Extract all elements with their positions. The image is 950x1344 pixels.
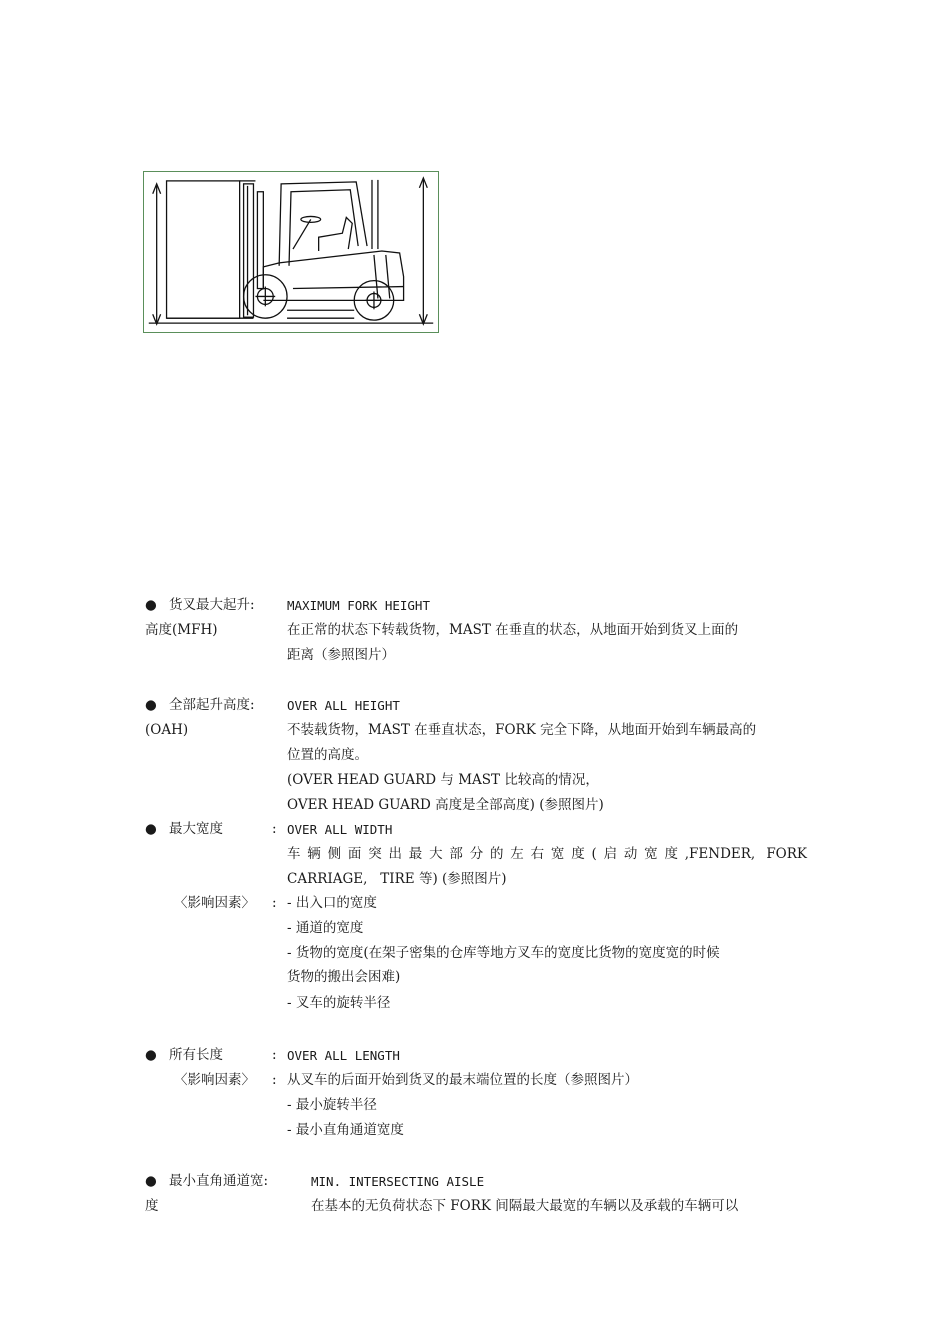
colon: : xyxy=(272,1072,277,1088)
factor-item: - 叉车的旋转半径 xyxy=(287,995,391,1011)
term-mfh-abbr: 高度(MFH) xyxy=(145,622,218,638)
term-oaw: 最大宽度 xyxy=(169,821,223,837)
desc-oaw-1: 车辆侧面突出最大部分的左右宽度(启动宽度,FENDER, FORK xyxy=(287,846,807,862)
term-oal: 所有长度 xyxy=(169,1047,223,1063)
factor-item: - 货物的宽度(在架子密集的仓库等地方叉车的宽度比货物的宽度宽的时候 xyxy=(287,945,720,961)
factor-label: 〈影响因素〉 xyxy=(174,1072,255,1088)
bullet: ● xyxy=(145,1173,157,1189)
forklift-icon xyxy=(144,172,438,332)
desc-oah-2: 位置的高度。 xyxy=(287,747,368,763)
desc-oaw-2: CARRIAGE, TIRE 等) (参照图片) xyxy=(287,871,507,887)
term-oaw-en: OVER ALL WIDTH xyxy=(287,822,393,837)
forklift-diagram xyxy=(143,171,439,333)
colon: : xyxy=(272,821,277,837)
desc-mfh-1: 在正常的状态下转载货物，MAST 在垂直的状态，从地面开始到货叉上面的 xyxy=(287,622,739,638)
factor-item: - 最小旋转半径 xyxy=(287,1097,377,1113)
term-mia-abbr: 度 xyxy=(145,1198,159,1214)
colon: : xyxy=(272,895,277,911)
desc-oah-4: OVER HEAD GUARD 高度是全部高度) (参照图片) xyxy=(287,797,604,813)
term-oah: 全部起升高度: xyxy=(169,697,255,713)
desc-mfh-2: 距离（参照图片） xyxy=(287,647,395,663)
factor-item: - 出入口的宽度 xyxy=(287,895,377,911)
term-mia: 最小直角通道宽: xyxy=(169,1173,269,1189)
factor-item: - 通道的宽度 xyxy=(287,920,364,936)
factor-item: 货物的搬出会困难) xyxy=(287,969,401,985)
bullet: ● xyxy=(145,1047,157,1063)
factor-label: 〈影响因素〉 xyxy=(174,895,255,911)
factor-item: - 最小直角通道宽度 xyxy=(287,1122,404,1138)
bullet: ● xyxy=(145,697,157,713)
desc-oah-1: 不装载货物，MAST 在垂直状态，FORK 完全下降，从地面开始到车辆最高的 xyxy=(287,722,757,738)
term-oal-en: OVER ALL LENGTH xyxy=(287,1048,400,1063)
term-oah-abbr: (OAH) xyxy=(145,722,189,738)
term-mfh: 货叉最大起升: xyxy=(169,597,255,613)
term-oah-en: OVER ALL HEIGHT xyxy=(287,698,400,713)
bullet: ● xyxy=(145,597,157,613)
desc-mia-1: 在基本的无负荷状态下 FORK 间隔最大最宽的车辆以及承载的车辆可以 xyxy=(311,1198,739,1214)
term-mia-en: MIN. INTERSECTING AISLE xyxy=(311,1174,485,1189)
term-mfh-en: MAXIMUM FORK HEIGHT xyxy=(287,598,430,613)
desc-oal-1: 从叉车的后面开始到货叉的最末端位置的长度（参照图片） xyxy=(287,1072,638,1088)
colon: : xyxy=(272,1047,277,1063)
bullet: ● xyxy=(145,821,157,837)
desc-oah-3: (OVER HEAD GUARD 与 MAST 比较高的情况， xyxy=(287,772,599,788)
